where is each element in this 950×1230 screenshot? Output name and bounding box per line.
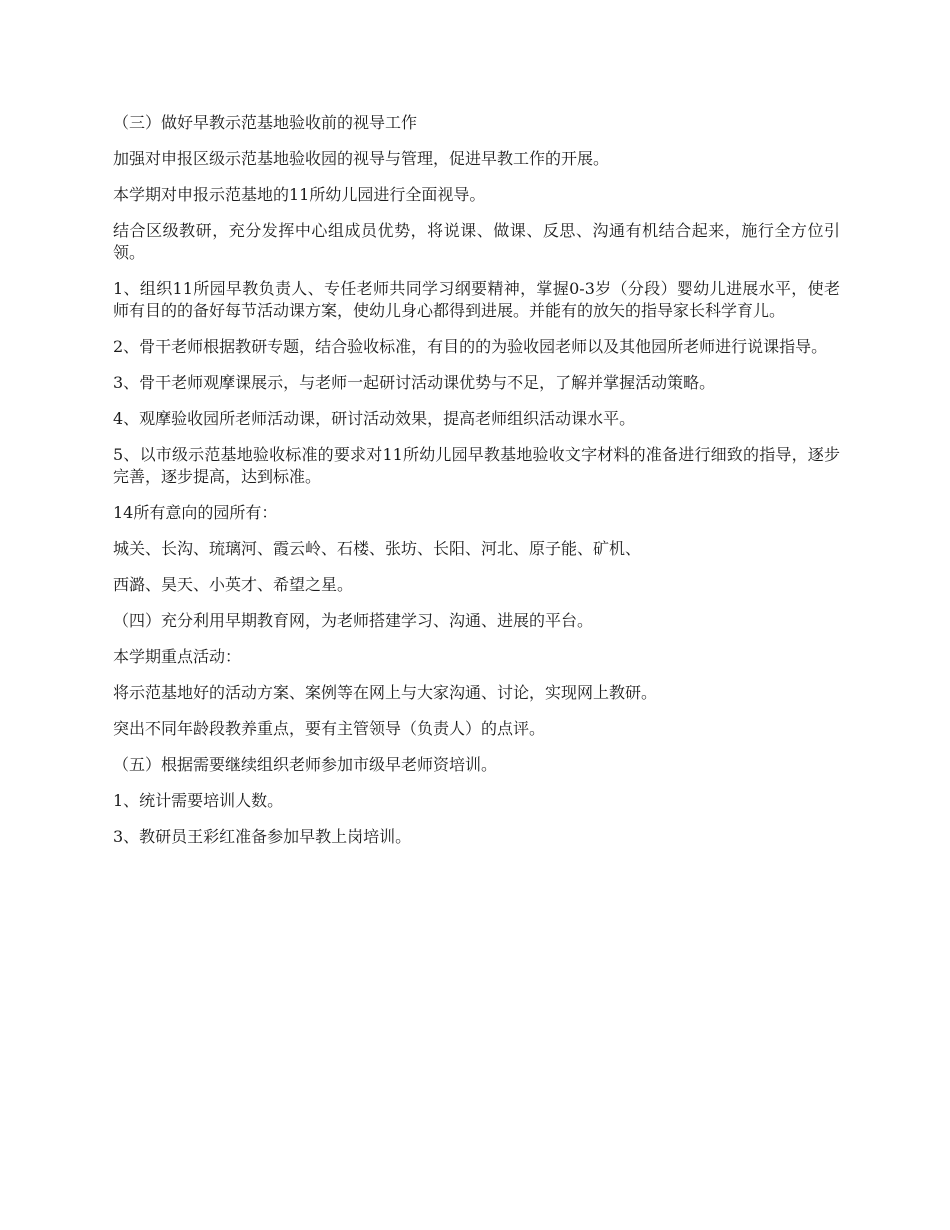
paragraph: 本学期重点活动： [113,647,242,666]
kindergarten-list-line: 城关、长沟、琉璃河、霞云岭、石楼、张坊、长阳、河北、原子能、矿机、 [113,539,642,558]
list-item: 3、骨干老师观摩课展示，与老师一起研讨活动课优势与不足，了解并掌握活动策略。 [113,373,716,392]
paragraph: 14所有意向的园所有： [113,503,278,522]
list-item: 5、以市级示范基地验收标准的要求对11所幼儿园早教基地验收文字材料的准备进行细致的指导，逐步完善，逐步提高，达到标准。 [113,445,840,486]
list-item: 1、组织11所园早教负责人、专任老师共同学习纲要精神，掌握0-3岁（分段）婴幼儿进展水平，使老师有目的的备好每节活动课方案，使幼儿身心都得到进展。并能有的放矢的指导家长科学育儿。 [113,279,840,320]
paragraph: 结合区级教研，充分发挥中心组成员优势，将说课、做课、反思、沟通有机结合起来，施行全方位引领。 [113,221,840,262]
heading-section-3: （三）做好早教示范基地验收前的视导工作 [113,113,418,132]
heading-section-5: （五）根据需要继续组织老师参加市级早老师资培训。 [113,755,498,774]
heading-section-4: （四）充分利用早期教育网，为老师搭建学习、沟通、进展的平台。 [113,611,594,630]
list-item: 2、骨干老师根据教研专题，结合验收标准，有目的的为验收园老师以及其他园所老师进行说课指导。 [113,337,828,356]
paragraph: 本学期对申报示范基地的11所幼儿园进行全面视导。 [113,185,486,204]
document-body [113,112,840,862]
list-item: 4、观摩验收园所老师活动课，研讨活动效果，提高老师组织活动课水平。 [113,409,636,428]
paragraph: 突出不同年龄段教养重点，要有主管领导（负责人）的点评。 [113,719,546,738]
list-item: 1、统计需要培训人数。 [113,791,284,810]
kindergarten-list-line: 西潞、昊天、小英才、希望之星。 [113,575,354,594]
paragraph: 将示范基地好的活动方案、案例等在网上与大家沟通、讨论，实现网上教研。 [113,683,658,702]
paragraph: 加强对申报区级示范基地验收园的视导与管理，促进早教工作的开展。 [113,149,610,168]
list-item: 3、教研员王彩红准备参加早教上岗培训。 [113,827,412,846]
